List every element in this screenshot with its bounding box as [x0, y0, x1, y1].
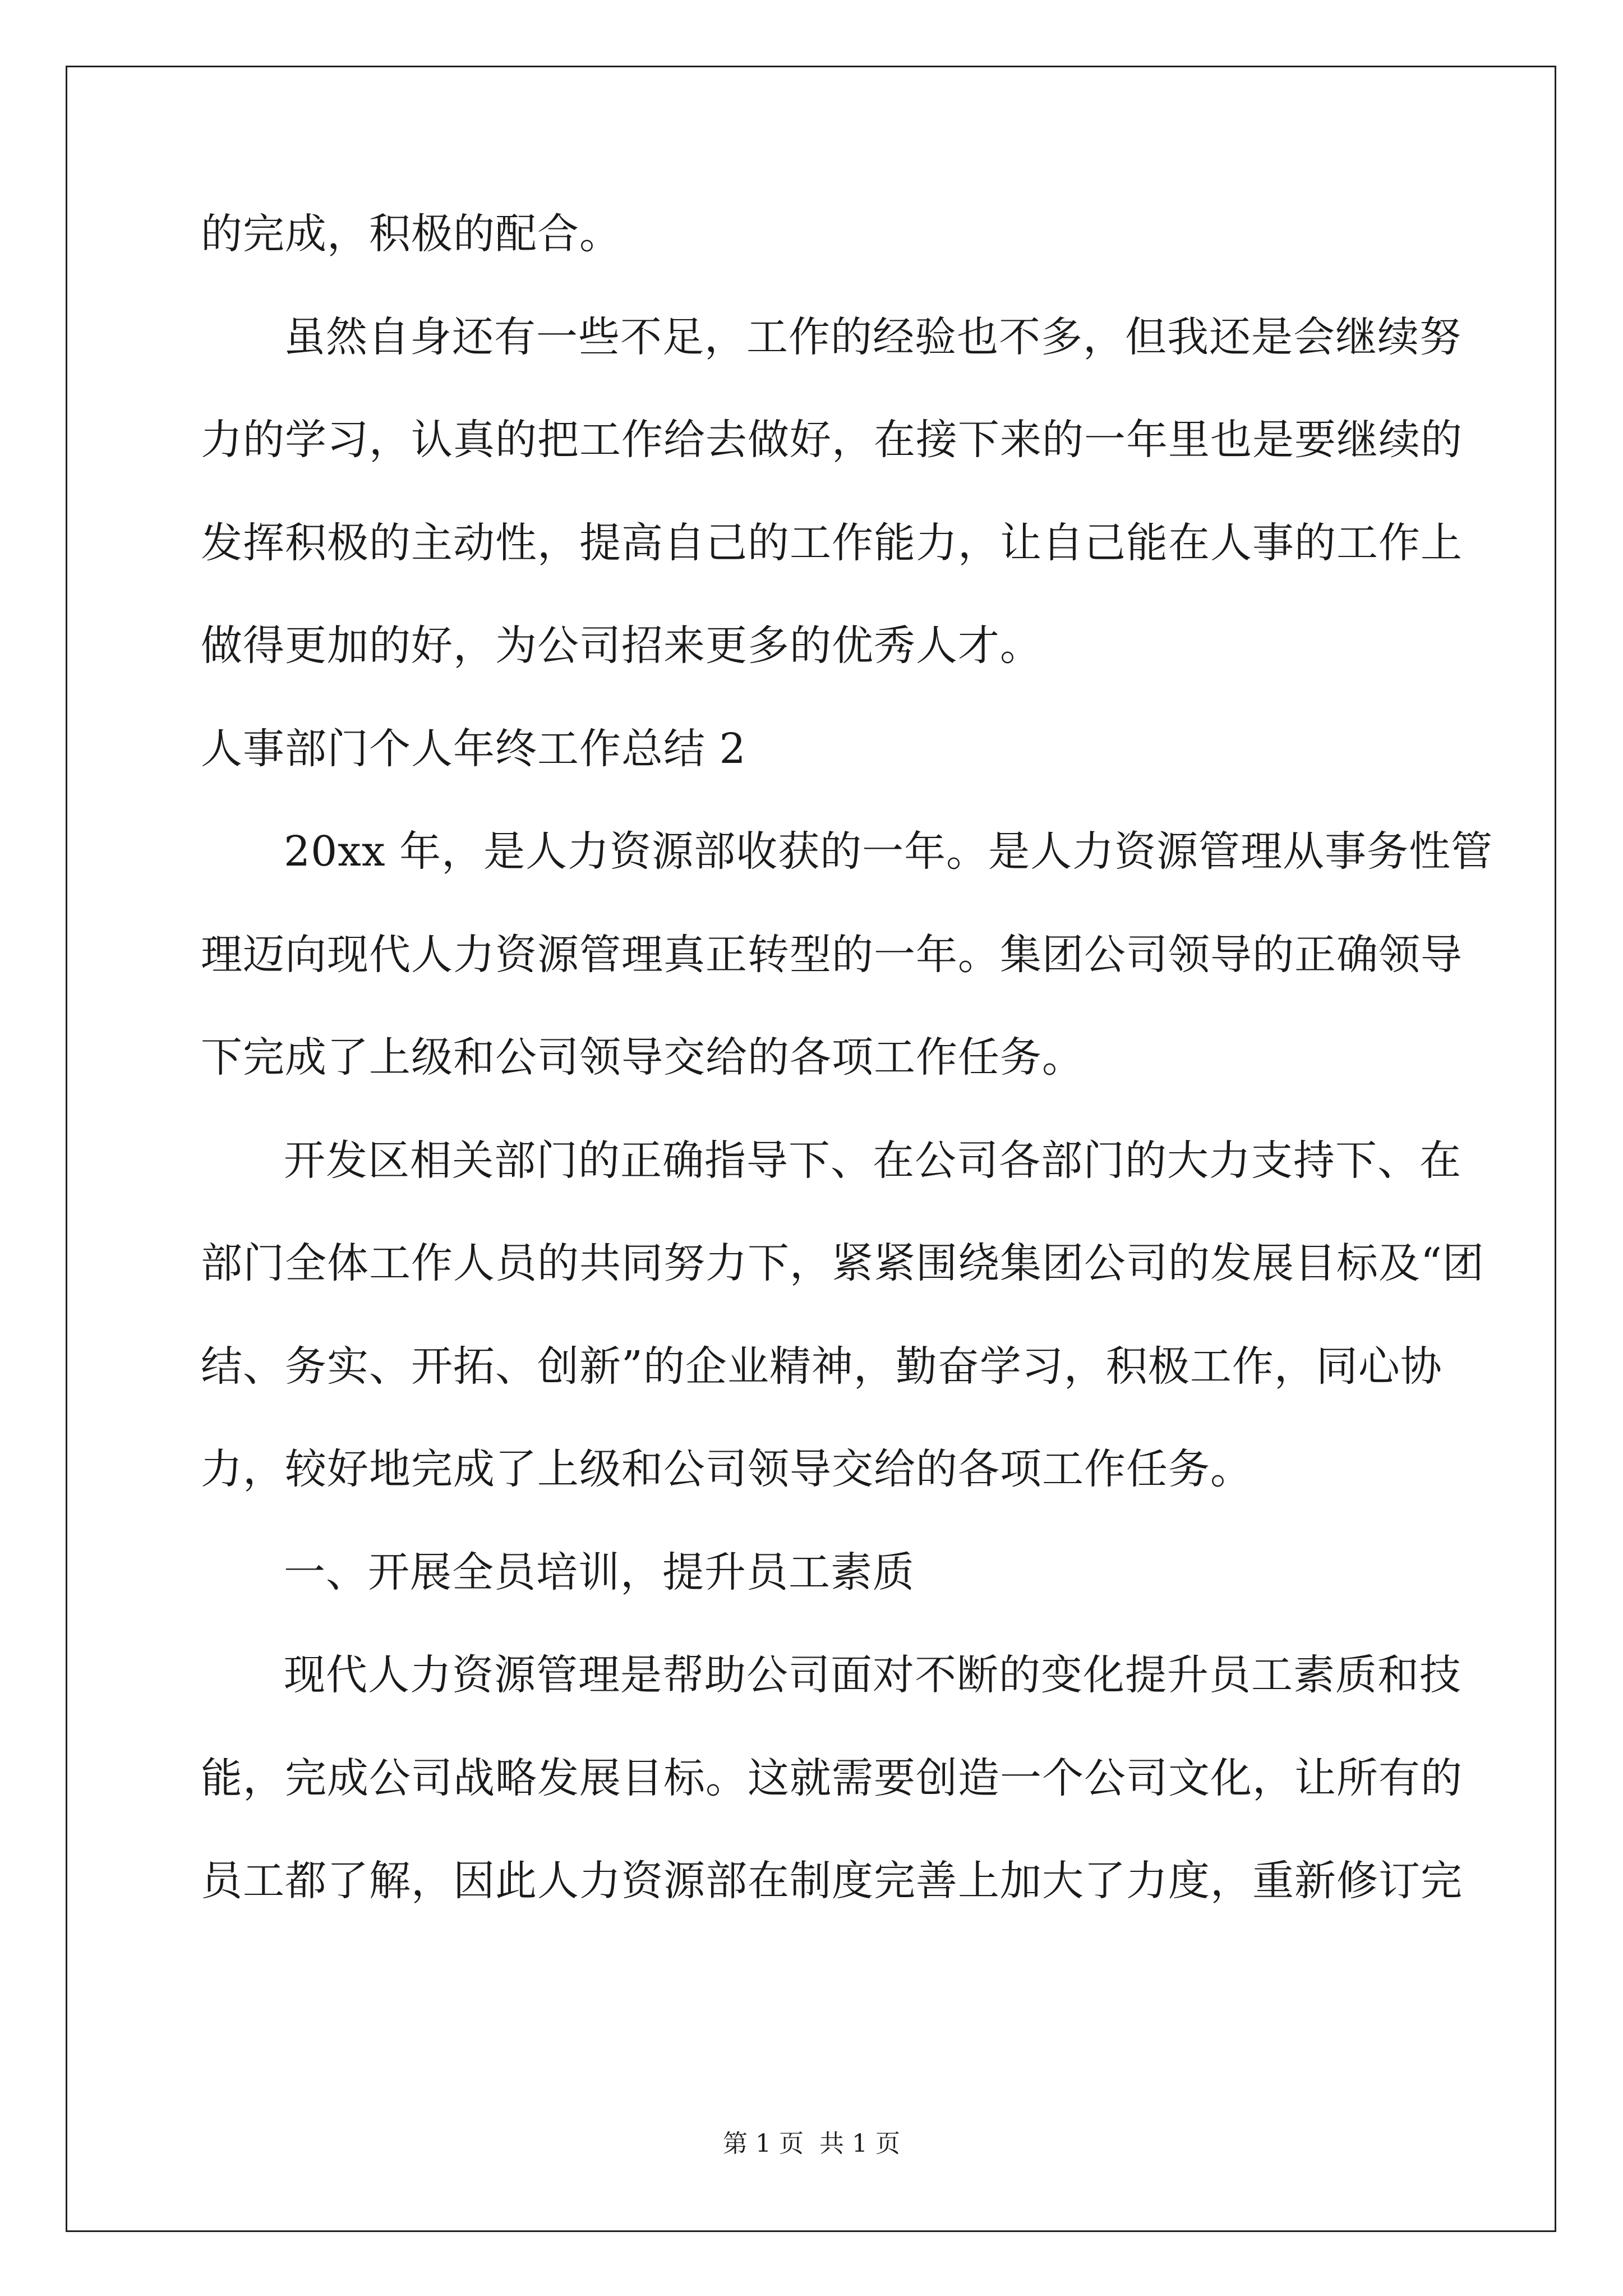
page-number: 第 1 页: [723, 2129, 804, 2158]
paragraph-line: 的完成，积极的配合。: [201, 210, 621, 258]
section-heading: 人事部门个人年终工作总结 2: [201, 725, 746, 773]
paragraph-line: 结、务实、开拓、创新”的企业精神，勤奋学习，积极工作，同心协: [201, 1342, 1442, 1391]
paragraph-line: 员工都了解，因此人力资源部在制度完善上加大了力度，重新修订完: [201, 1857, 1463, 1905]
paragraph-line: 虽然自身还有一些不足，工作的经验也不多，但我还是会继续努: [284, 313, 1461, 361]
paragraph-line: 理迈向现代人力资源管理真正转型的一年。集团公司领导的正确领导: [201, 931, 1463, 979]
paragraph-line: 能，完成公司战略发展目标。这就需要创造一个公司文化，让所有的: [201, 1754, 1463, 1802]
paragraph-line: 20xx 年，是人力资源部收获的一年。是人力资源管理从事务性管: [284, 827, 1493, 876]
paragraph-line: 现代人力资源管理是帮助公司面对不断的变化提升员工素质和技: [284, 1651, 1461, 1699]
page-total: 共 1 页: [819, 2129, 900, 2158]
paragraph-line: 力，较好地完成了上级和公司领导交给的各项工作任务。: [201, 1445, 1252, 1493]
page-footer: [0, 2129, 1623, 2158]
paragraph-line: 发挥积极的主动性，提高自己的工作能力，让自己能在人事的工作上: [201, 519, 1463, 567]
paragraph-line: 部门全体工作人员的共同努力下，紧紧围绕集团公司的发展目标及“团: [201, 1239, 1484, 1287]
subheading: 一、开展全员培训，提升员工素质: [284, 1548, 915, 1596]
paragraph-line: 开发区相关部门的正确指导下、在公司各部门的大力支持下、在: [284, 1137, 1461, 1185]
paragraph-line: 下完成了上级和公司领导交给的各项工作任务。: [201, 1033, 1084, 1082]
paragraph-line: 力的学习，认真的把工作给去做好，在接下来的一年里也是要继续的: [201, 416, 1463, 464]
paragraph-line: 做得更加的好，为公司招来更多的优秀人才。: [201, 622, 1042, 670]
